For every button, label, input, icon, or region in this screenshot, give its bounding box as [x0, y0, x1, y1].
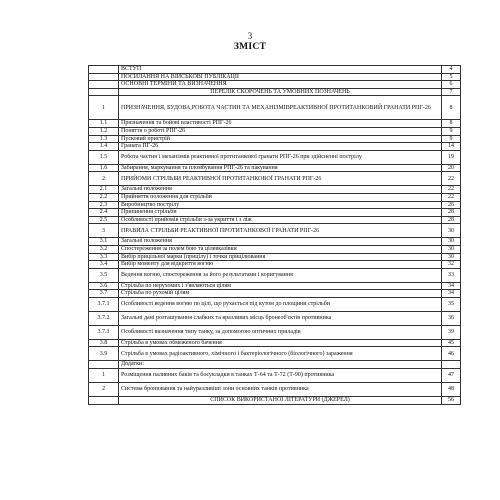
toc-section-title: СПИСОК ВИКОРИСТАНОЇ ЛІТЕРАТУРИ (ДЖЕРЕЛ): [119, 397, 442, 405]
toc-page-number: 4: [442, 66, 461, 74]
toc-page-number: 6: [442, 81, 461, 89]
page-title: ЗМІСТ: [233, 42, 267, 52]
toc-section-title: Стрільба по нерухомих і з'являються цілям: [119, 282, 442, 290]
toc-page-number: 45: [442, 339, 461, 347]
toc-section-title: Вибір моменту для відкриття вогню: [119, 261, 442, 269]
toc-row: [89, 135, 461, 143]
toc-section-number: [89, 88, 119, 96]
toc-section-number: 1: [89, 96, 119, 120]
toc-row: [89, 143, 461, 151]
toc-section-title: Виробництво пострілу: [119, 201, 442, 209]
toc-section-number: 2: [89, 383, 119, 397]
toc-page-number: 30: [442, 245, 461, 253]
toc-section-title: ПРИЙОМИ СТРІЛЬБИ РЕАКТИВНОЇ ПРОТИТАНКОВОЇ ГРАНАТИ РПГ-26: [119, 172, 442, 186]
toc-row: [89, 172, 461, 186]
toc-page-number: 19: [442, 150, 461, 164]
toc-page-number: 48: [442, 383, 461, 397]
toc-page-number: 30: [442, 224, 461, 238]
toc-row: [89, 311, 461, 325]
toc-page-number: 8: [442, 120, 461, 128]
toc-section-number: 3.8: [89, 339, 119, 347]
toc-section-title: Особливості визначення типу танку, за допомогою оптичних приладів: [119, 325, 442, 339]
toc-section-title: Особливості ведення вогню по цілі, що рухається під кутом до площини стрільби: [119, 297, 442, 311]
toc-page-number: 47: [442, 369, 461, 383]
toc-section-number: 2.2: [89, 193, 119, 201]
toc-section-number: 3.9: [89, 347, 119, 361]
toc-section-number: 1.5: [89, 150, 119, 164]
toc-row: [89, 383, 461, 397]
toc-section-number: 3.7.3: [89, 325, 119, 339]
toc-section-title: Пусковий пристрій: [119, 135, 442, 143]
toc-section-title: Вибір прицільної марки (прицілу) і точки прицілювання: [119, 253, 442, 261]
toc-row: [89, 369, 461, 383]
toc-page-number: 28: [442, 209, 461, 217]
table-of-contents: [88, 65, 461, 405]
page-number: 3: [247, 31, 253, 41]
toc-section-title: ПРИЗНАЧЕННЯ, БУДОВА,РОБОТА ЧАСТИН ТА МЕХАНІЗМІВРЕАКТИВНОЇ ПРОТИТАНКОВИЙ ГРАНАТИ РПГ-26: [119, 96, 442, 120]
toc-section-number: 3.5: [89, 268, 119, 282]
toc-section-title: Призначення та бойові властивості РПГ-26: [119, 120, 442, 128]
toc-page-number: 35: [442, 297, 461, 311]
toc-body: [89, 66, 461, 405]
toc-section-number: [89, 73, 119, 81]
toc-section-title: Система бронювання та найуразливіші зони основних танків противника: [119, 383, 442, 397]
toc-section-number: 3.1: [89, 238, 119, 246]
toc-section-title: ПЕРЕЛІК СКОРОЧЕНЬ ТА УМОВНИХ ПОЗНАЧЕНЬ: [119, 88, 442, 96]
toc-page-number: 34: [442, 282, 461, 290]
toc-page-number: 22: [442, 172, 461, 186]
toc-section-title: ПОСИЛАННЯ НА ВІЙСЬКОВІ ПУБЛІКАЦІЇ: [119, 73, 442, 81]
toc-section-number: 2.3: [89, 201, 119, 209]
toc-section-number: [89, 361, 119, 369]
toc-page-number: 22: [442, 186, 461, 194]
toc-section-number: 1.4: [89, 143, 119, 151]
toc-page-number: 39: [442, 325, 461, 339]
toc-page-number: 9: [442, 135, 461, 143]
toc-section-number: 1.3: [89, 135, 119, 143]
toc-section-title: Спостереження за полем бою та цілевказівки: [119, 245, 442, 253]
toc-section-number: 1: [89, 369, 119, 383]
toc-section-title: Розміщення паливних баків та боєукладки в танках Т-64 та Т-72 (Т-90) противника: [119, 369, 442, 383]
toc-page-number: 26: [442, 201, 461, 209]
toc-row: [89, 186, 461, 194]
toc-section-title: ПРАВИЛА СТРІЛЬБИ РЕАКТИВНОЇ ПРОТИТАНКОВОЇ ГРАНАТИ РПГ-26: [119, 224, 442, 238]
toc-row: [89, 81, 461, 89]
toc-section-title: Робота частин і механізмів реактивної протитанкової гранати РПГ-26 при здійсненні пострілу: [119, 150, 442, 164]
toc-row: [89, 268, 461, 282]
toc-page-number: 20: [442, 164, 461, 172]
toc-section-title: Додатки:: [119, 361, 442, 369]
toc-section-title: Загальні положення: [119, 238, 442, 246]
toc-page-number: 56: [442, 397, 461, 405]
toc-row: [89, 325, 461, 339]
toc-page-number: 32: [442, 261, 461, 269]
toc-page-number: 33: [442, 268, 461, 282]
toc-row: [89, 216, 461, 224]
toc-section-number: 3.7: [89, 290, 119, 298]
toc-row: [89, 193, 461, 201]
toc-page-number: 36: [442, 311, 461, 325]
toc-section-title: Загальні дані розташування слабких та вразливих місць бронеоб'єктів противника: [119, 311, 442, 325]
toc-section-title: Особливості прийомів стрільби з-за укриття і з ліж: [119, 216, 442, 224]
toc-row: [89, 361, 461, 369]
toc-section-number: 1.6: [89, 164, 119, 172]
toc-section-number: 2.1: [89, 186, 119, 194]
toc-row: [89, 347, 461, 361]
toc-section-number: 3.4: [89, 261, 119, 269]
toc-row: [89, 96, 461, 120]
toc-page-number: 14: [442, 143, 461, 151]
toc-section-number: 2: [89, 172, 119, 186]
toc-section-title: Забирання, маркування та пломбування РПГ-26 та пакування: [119, 164, 442, 172]
toc-page-number: 7: [442, 88, 461, 96]
toc-row: [89, 120, 461, 128]
toc-section-title: Загальні положення: [119, 186, 442, 194]
toc-section-title: ВСТУП: [119, 66, 442, 74]
toc-row: [89, 164, 461, 172]
toc-page-number: 22: [442, 193, 461, 201]
toc-section-number: 2.5: [89, 216, 119, 224]
toc-page-number: 30: [442, 253, 461, 261]
toc-row: [89, 209, 461, 217]
toc-section-number: 1.2: [89, 127, 119, 135]
toc-section-number: 3: [89, 224, 119, 238]
toc-row: [89, 238, 461, 246]
toc-section-title: Стрільба в умовах радіоактивного, хімічного і бактеріологічного (біологічного) зараження: [119, 347, 442, 361]
toc-section-number: 2.4: [89, 209, 119, 217]
toc-section-number: 3.6: [89, 282, 119, 290]
toc-section-number: 1.1: [89, 120, 119, 128]
toc-row: [89, 282, 461, 290]
toc-row: [89, 73, 461, 81]
toc-row: [89, 297, 461, 311]
toc-row: [89, 201, 461, 209]
toc-row: [89, 66, 461, 74]
toc-section-title: Припинення стрільби: [119, 209, 442, 217]
toc-row: [89, 397, 461, 405]
toc-row: [89, 339, 461, 347]
toc-row: [89, 224, 461, 238]
toc-section-number: 3.7.2: [89, 311, 119, 325]
toc-section-title: Ведення вогню, спостереження за його результатами і коригування: [119, 268, 442, 282]
toc-section-number: 3.7.1: [89, 297, 119, 311]
toc-row: [89, 290, 461, 298]
toc-page-number: 30: [442, 238, 461, 246]
toc-section-title: Поняття о роботі РПГ-26: [119, 127, 442, 135]
toc-row: [89, 127, 461, 135]
toc-page-number: 28: [442, 216, 461, 224]
toc-section-number: [89, 81, 119, 89]
toc-row: [89, 245, 461, 253]
toc-page-number: 34: [442, 290, 461, 298]
toc-section-number: [89, 66, 119, 74]
toc-row: [89, 150, 461, 164]
toc-section-number: 3.2: [89, 245, 119, 253]
toc-page-number: 8: [442, 96, 461, 120]
toc-page-number: 46: [442, 347, 461, 361]
toc-section-title: Стрільба в умовах обмеженого бачення: [119, 339, 442, 347]
toc-section-title: Граната ПГ-26: [119, 143, 442, 151]
toc-row: [89, 261, 461, 269]
toc-section-title: Стрільба по рухомій цілям: [119, 290, 442, 298]
toc-page-number: [442, 361, 461, 369]
toc-row: [89, 88, 461, 96]
toc-section-title: Прийняття положення для стрільби: [119, 193, 442, 201]
toc-section-title: ОСНОВНІ ТЕРМІНИ ТА ВИЗНАЧЕННЯ: [119, 81, 442, 89]
toc-page-number: 9: [442, 127, 461, 135]
toc-section-number: [89, 397, 119, 405]
toc-section-number: 3.3: [89, 253, 119, 261]
toc-page-number: 5: [442, 73, 461, 81]
toc-row: [89, 253, 461, 261]
